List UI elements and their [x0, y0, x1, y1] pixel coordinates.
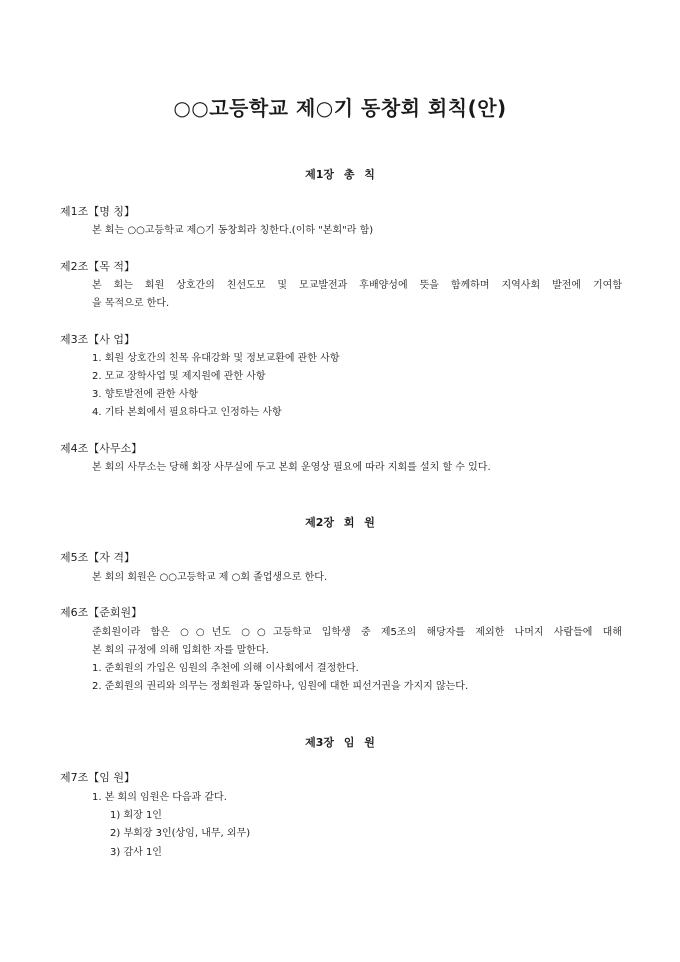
article-text: 본 회는 회원 상호간의 친선도모 및 모교발전과 후배양성에 뜻을 함께하며 지역사회 발전에 기여함: [92, 280, 622, 291]
chapter-heading: 제2장 회 원: [305, 516, 375, 529]
article-text: 본 회의 사무소는 당해 회장 사무실에 두고 본회 운영상 필요에 따라 지회를 설치 할 수 있다.: [92, 462, 491, 473]
list-item: 2. 모교 장학사업 및 제지원에 관한 사항: [92, 371, 266, 382]
list-item: 1. 본 회의 임원은 다음과 같다.: [92, 792, 227, 803]
sub-list-item: 1) 회장 1인: [110, 810, 162, 821]
article-heading: 제3조【사 업】: [60, 333, 135, 346]
article-text: 을 목적으로 한다.: [92, 298, 170, 309]
article-heading: 제5조【자 격】: [60, 551, 135, 564]
list-item: 1. 회원 상호간의 친목 유대강화 및 정보교환에 관한 사항: [92, 353, 340, 364]
article-heading: 제6조【준회원】: [60, 606, 143, 619]
article-heading: 제1조【명 칭】: [60, 205, 135, 218]
article-text: 본 회의 규정에 의해 입회한 자를 말한다.: [92, 645, 269, 656]
list-item: 2. 준회원의 권리와 의무는 정회원과 동일하나, 임원에 대한 피선거권을 가지지 않는다.: [92, 681, 469, 692]
article-heading: 제7조【임 원】: [60, 771, 135, 784]
sub-list-item: 3) 감사 1인: [110, 847, 162, 858]
list-item: 1. 준회원의 가입은 임원의 추천에 의해 이사회에서 결정한다.: [92, 663, 359, 674]
article-text: 본 회는 ○○고등학교 제○기 동창회라 칭한다.(이하 "본회"라 함): [92, 225, 374, 236]
chapter-heading: 제1장 총 칙: [305, 168, 375, 181]
article-heading: 제4조【사무소】: [60, 442, 143, 455]
article-heading: 제2조【목 적】: [60, 260, 135, 273]
sub-list-item: 2) 부회장 3인(상임, 내무, 외무): [110, 828, 251, 839]
list-item: 3. 향토발전에 관한 사항: [92, 389, 199, 400]
article-text: 본 회의 회원은 ○○고등학교 제 ○회 졸업생으로 한다.: [92, 572, 328, 583]
chapter-heading: 제3장 임 원: [305, 736, 375, 749]
article-text: 준회원이라 함은 ○○년도 ○○고등학교 입학생 중 제5조의 해당자를 제외한 나머지 사람들에 대해: [92, 627, 622, 638]
document-title: ○○고등학교 제○기 동창회 회칙(안): [173, 96, 507, 120]
list-item: 4. 기타 본회에서 필요하다고 인정하는 사항: [92, 407, 282, 418]
